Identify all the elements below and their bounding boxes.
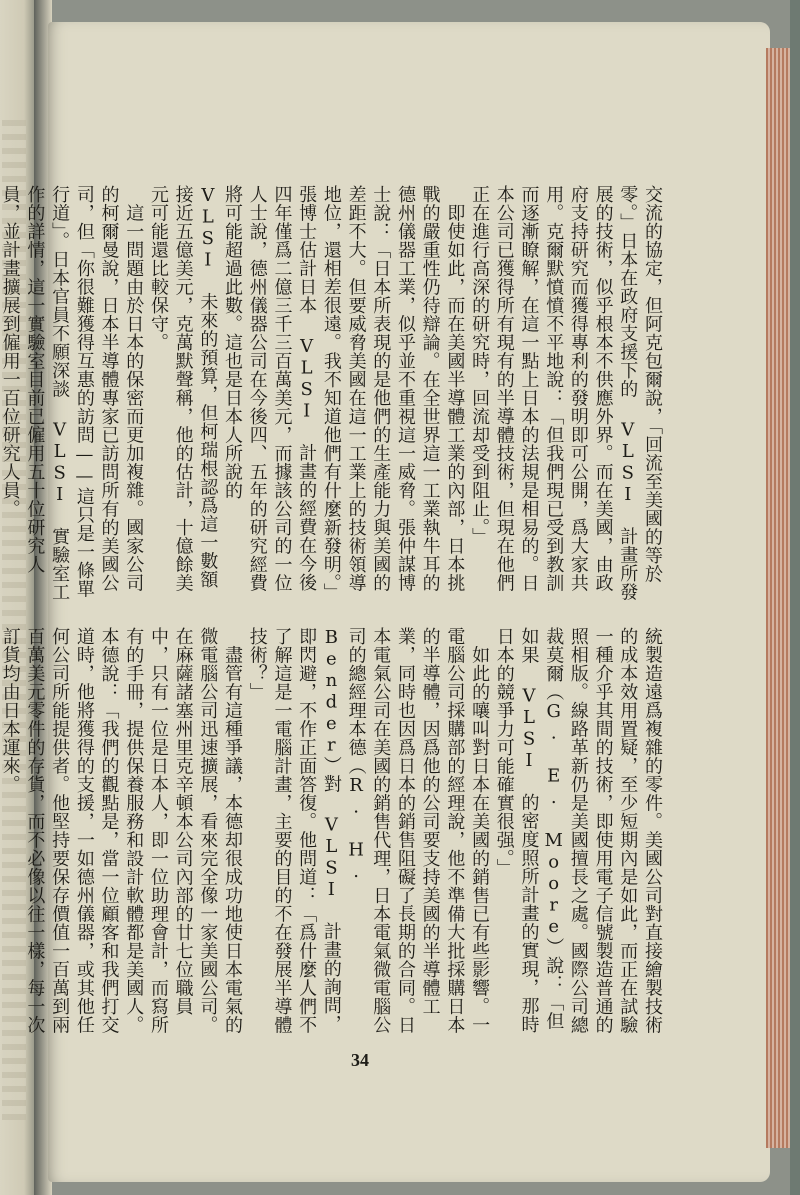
top-text-block bbox=[0, 185, 664, 605]
paragraph: 即使如此，而在美國半導體工業的內部，日本挑戰的嚴重性仍待辯論。在全世界這一工業執牛耳的德州儀器工業，似乎並不重視這一威脅。張仲謀博士說：「日本所表現的是他們的生產能力與美國的差距不大。但要威脅美國在這一工業上的技術領導地位，還相差很遠。我不知道他們有什麼新發明。」張博士估計日本 VLSI 計畫的經費在今後四年僅爲二億三千三百萬美元，而據該公司的一位人士說，德州儀器公司在今後四、五年的研究經費將可能超過此數。這也是日本人所說的 VLSI 未來的預算，但柯瑞根認爲這一數額接近五億美元，克萬默聲稱，他的估計，十億餘美元可能還比較保守。 bbox=[147, 185, 466, 602]
paragraph: 盡管有這種爭議，本德却很成功地使日本電氣的微電腦公司迅速擴展，看來完全像一家美國公司。在麻薩諸塞州里克辛頓本公司內部的廿七位職員中，只有一位是日本人，即一位助理會計，而寫所有的手冊，提供保養服務和設計軟體都是美國人。本德說：「我們的觀點是，當一位顧客和我們打交道時，他將獲得的支援，一如德州儀器，或其他任何公司所能提供者。他堅持要保存價值一百萬到兩百萬美元零件的存貨，而不必像以往一樣，每一次訂貨均由日本運來。 bbox=[0, 627, 244, 1034]
paragraph: 統製造遠爲複雜的零件。美國公司對直接繪製技術的成本效用置疑，至少短期內是如此，而正在試驗一種介乎其間的技術，即使用電子信號製造普通的照相版。線路革新仍是美國擅長之處。國際公司總裁莫爾（G. E. Moore）說：「但如果 VLSI 的密度照所計畫的實現，那時日本的競爭力可能確實很强。」 bbox=[493, 627, 663, 1034]
paragraph: 交流的協定，但阿克包爾說，「回流至美國的等於零。」日本在政府支援下的 VLSI 計畫所發展的技術，似乎根本不供應外界。而在美國，由政府支持研究而獲得專利的發明即可公開，爲大家共用。克爾默憤憤不平地說：「但我們現已受到教訓而逐漸瞭解，在這一點上日本的法規是相易的。日本公司已獲得所有現有的半導體技術，但現在他們正在進行高深的研究時，回流却受到阻止。」 bbox=[469, 185, 663, 601]
page-number: 34 bbox=[351, 1050, 369, 1070]
paragraph: 如此的嚷叫對日本在美國的銷售已有些影響。一電腦公司採購部的經理說，他不準備大批採購日本的半導體，因爲他的公司要支持美國的半導體工業，同時也因爲日本的銷售阻礙了長期的合同。日本電氣公司在美國的銷售代理，日本電氣微電腦公司的總經理本德（R. H. Bender）對 VLSI 計畫的詢問，即閃避，不作正面答復。他問道：「爲什麼人們不了解這是一電腦計畫，主要的目的不在發展半導體技術？」 bbox=[246, 627, 491, 1034]
paragraph: 這一問題由於日本的保密而更加複雜。國家公司的柯爾曼說，日本半導體專家已訪問所有的美國公司，但「你很難獲得互惠的訪問——這只是一條單行道」。日本官員不願深談 VLSI 實驗室工作的詳情，這一實驗室目前已僱用五十位研究人員，並計畫擴展到僱用一百位研究人員。 bbox=[0, 185, 145, 601]
bottom-text-block bbox=[0, 627, 664, 1037]
book-cover-edge bbox=[790, 0, 800, 1195]
